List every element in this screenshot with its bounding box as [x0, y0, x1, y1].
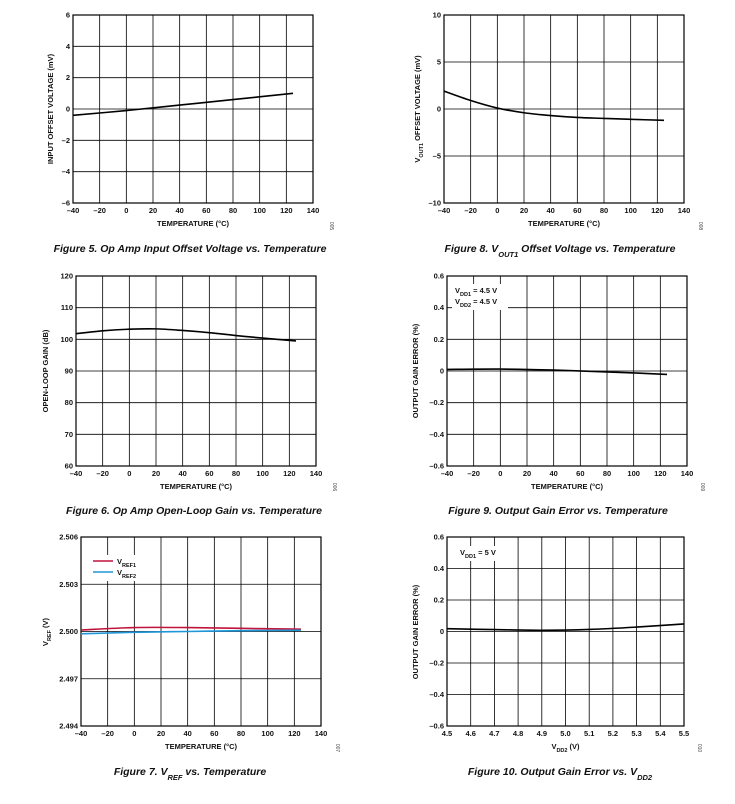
x-tick-label: –20 [101, 729, 114, 738]
y-tick-label: 2 [65, 73, 70, 83]
y-tick-label: –0.2 [429, 658, 444, 668]
x-tick-label: 40 [175, 206, 184, 215]
y-tick-label: 80 [64, 398, 73, 408]
y-tick-label: 4 [65, 41, 70, 51]
condition-text: $V_{DD1} = 4.5$ V [455, 286, 498, 298]
y-tick-label: –6 [61, 198, 70, 208]
x-tick-label: –20 [96, 469, 109, 478]
condition-box [457, 546, 513, 561]
chart-1 [46, 11, 334, 256]
x-tick-label: 4.7 [489, 729, 500, 738]
x-tick-label: 120 [280, 206, 293, 215]
x-tick-label: 0 [132, 729, 137, 738]
y-tick-label: –0.2 [429, 398, 444, 408]
x-tick-label: 120 [654, 469, 667, 478]
chart-3 [41, 272, 337, 518]
y-tick-label: 100 [60, 334, 73, 344]
condition-text: $V_{DD2} = 4.5$ V [455, 297, 498, 309]
y-axis-label: $V_{REF}$ (V) [41, 617, 53, 647]
y-tick-label: 70 [64, 429, 73, 439]
x-axis-label: TEMPERATURE (°C) [527, 219, 601, 228]
x-tick-label: 100 [624, 206, 637, 215]
x-tick-label: 40 [183, 729, 192, 738]
y-tick-label: 2.500 [59, 627, 78, 636]
x-axis-label: $V_{DD2}$ (V) [551, 742, 580, 754]
grid [444, 15, 684, 203]
x-tick-label: 5.2 [607, 729, 619, 738]
x-tick-label: 20 [148, 206, 158, 215]
x-tick-label: 140 [309, 469, 323, 478]
figure-caption: Figure 8. $V_{OUT1}$ Offset Voltage vs. Temperature [444, 243, 676, 259]
condition-text: $V_{DD1} = 5$ V [460, 548, 496, 560]
y-tick-label: 0.4 [433, 303, 444, 313]
figure-code: 005 [328, 221, 334, 231]
x-axis-label: TEMPERATURE (°C) [156, 219, 230, 228]
y-tick-label: 0 [436, 104, 441, 114]
figure-caption: Figure 6. Op Amp Open-Loop Gain vs. Temperature [66, 505, 322, 517]
y-tick-label: 90 [64, 366, 73, 376]
x-tick-label: –20 [93, 206, 106, 215]
x-tick-label: 4.5 [441, 729, 453, 738]
y-tick-label: 0.2 [433, 595, 444, 605]
x-tick-label: 20 [156, 729, 166, 738]
x-tick-label: 80 [599, 206, 609, 215]
x-axis-label: TEMPERATURE (°C) [530, 482, 604, 491]
chart-6 [411, 533, 702, 782]
y-tick-label: 6 [65, 10, 70, 20]
x-tick-label: –40 [440, 469, 454, 478]
x-tick-label: 80 [228, 206, 238, 215]
x-tick-label: 140 [680, 469, 694, 478]
y-tick-label: –2 [61, 135, 70, 145]
x-tick-label: 60 [210, 729, 219, 738]
x-tick-label: 80 [236, 729, 246, 738]
figure-code: 009 [699, 482, 705, 492]
x-tick-label: –40 [69, 469, 83, 478]
y-tick-label: –4 [61, 167, 70, 177]
y-tick-label: 0 [439, 366, 444, 376]
x-tick-label: 140 [306, 206, 320, 215]
legend-label: $V_{REF2}$ [117, 568, 137, 580]
y-tick-label: 2.503 [59, 579, 78, 589]
x-tick-label: 40 [546, 206, 555, 215]
x-tick-label: 5.0 [560, 729, 571, 738]
x-tick-label: –20 [464, 206, 477, 215]
chart-2 [413, 11, 703, 259]
x-tick-label: 40 [178, 469, 187, 478]
y-tick-label: 2.497 [59, 674, 78, 684]
y-axis-label: $V_{OUT1}$ OFFSET VOLTAGE (mV) [413, 55, 425, 163]
x-tick-label: 100 [253, 206, 266, 215]
y-tick-label: –0.6 [429, 721, 444, 731]
x-tick-label: 140 [677, 206, 691, 215]
y-tick-label: 0.4 [433, 564, 444, 573]
x-tick-label: 100 [627, 469, 640, 478]
x-tick-label: 80 [231, 469, 241, 478]
figure-caption: Figure 7. $V_{REF}$ vs. Temperature [113, 766, 267, 782]
legend [89, 555, 155, 581]
y-tick-label: 2.494 [59, 721, 78, 731]
x-tick-label: 0 [127, 469, 132, 478]
y-tick-label: –0.6 [429, 461, 444, 471]
figure-code: 006 [331, 482, 337, 492]
x-tick-label: 20 [519, 206, 529, 215]
x-tick-label: –40 [74, 729, 88, 738]
y-tick-label: 0 [439, 627, 444, 636]
grid [73, 15, 313, 203]
x-tick-label: –40 [437, 206, 451, 215]
x-tick-label: 60 [202, 206, 211, 215]
x-tick-label: 20 [151, 469, 161, 478]
y-tick-label: 0 [65, 104, 70, 114]
x-axis-label: TEMPERATURE (°C) [159, 482, 233, 491]
y-tick-label: –10 [428, 198, 441, 208]
x-tick-label: 60 [576, 469, 585, 478]
y-axis-label: INPUT OFFSET VOLTAGE (mV) [46, 53, 55, 165]
x-tick-label: 4.9 [536, 729, 548, 738]
y-tick-label: –5 [432, 151, 441, 161]
legend-label: $V_{REF1}$ [117, 557, 137, 569]
x-tick-label: 5.1 [583, 729, 595, 738]
x-tick-label: 140 [314, 729, 328, 738]
x-tick-label: 5.4 [655, 729, 666, 738]
x-tick-label: 5.3 [631, 729, 642, 738]
y-axis-label: OUTPUT GAIN ERROR (%) [411, 323, 420, 419]
y-tick-label: 110 [60, 303, 73, 313]
figure-caption: Figure 5. Op Amp Input Offset Voltage vs. Temperature [53, 243, 327, 255]
y-tick-label: 0.6 [433, 532, 444, 542]
x-tick-label: 5.5 [678, 729, 690, 738]
figure-code: 008 [697, 221, 703, 231]
figure-code: 010 [696, 743, 702, 753]
chart-5 [41, 533, 340, 782]
x-tick-label: 120 [283, 469, 296, 478]
y-tick-label: 5 [436, 57, 441, 67]
x-tick-label: 0 [495, 206, 500, 215]
x-tick-label: 120 [288, 729, 301, 738]
x-tick-label: 60 [205, 469, 214, 478]
condition-box [452, 284, 508, 310]
x-tick-label: 40 [549, 469, 558, 478]
x-tick-label: –40 [66, 206, 80, 215]
x-tick-label: 0 [498, 469, 503, 478]
chart-4 [411, 272, 705, 518]
y-tick-label: 60 [64, 461, 73, 471]
y-tick-label: 0.2 [433, 334, 444, 344]
y-tick-label: 0.6 [433, 271, 444, 281]
y-axis-label: OUTPUT GAIN ERROR (%) [411, 584, 420, 680]
x-tick-label: 4.6 [465, 729, 476, 738]
x-tick-label: 80 [602, 469, 612, 478]
y-tick-label: 2.506 [59, 532, 78, 542]
x-tick-label: 120 [651, 206, 664, 215]
x-tick-label: 4.8 [512, 729, 524, 738]
y-axis-label: OPEN-LOOP GAIN (dB) [41, 329, 50, 413]
figure-caption: Figure 9. Output Gain Error vs. Temperature [448, 505, 668, 517]
y-tick-label: –0.4 [429, 429, 444, 439]
figure-code: 007 [334, 743, 340, 753]
x-tick-label: 60 [573, 206, 582, 215]
y-tick-label: 10 [432, 10, 441, 20]
x-tick-label: 100 [256, 469, 269, 478]
x-tick-label: 100 [261, 729, 274, 738]
grid [76, 276, 316, 466]
x-tick-label: 20 [522, 469, 532, 478]
y-tick-label: 120 [60, 271, 73, 281]
x-tick-label: –20 [467, 469, 480, 478]
x-tick-label: 0 [124, 206, 129, 215]
y-tick-label: –0.4 [429, 690, 444, 699]
x-axis-label: TEMPERATURE (°C) [164, 742, 238, 751]
figure-caption: Figure 10. Output Gain Error vs. $V_{DD2}$ [467, 766, 653, 782]
grid [447, 537, 684, 726]
